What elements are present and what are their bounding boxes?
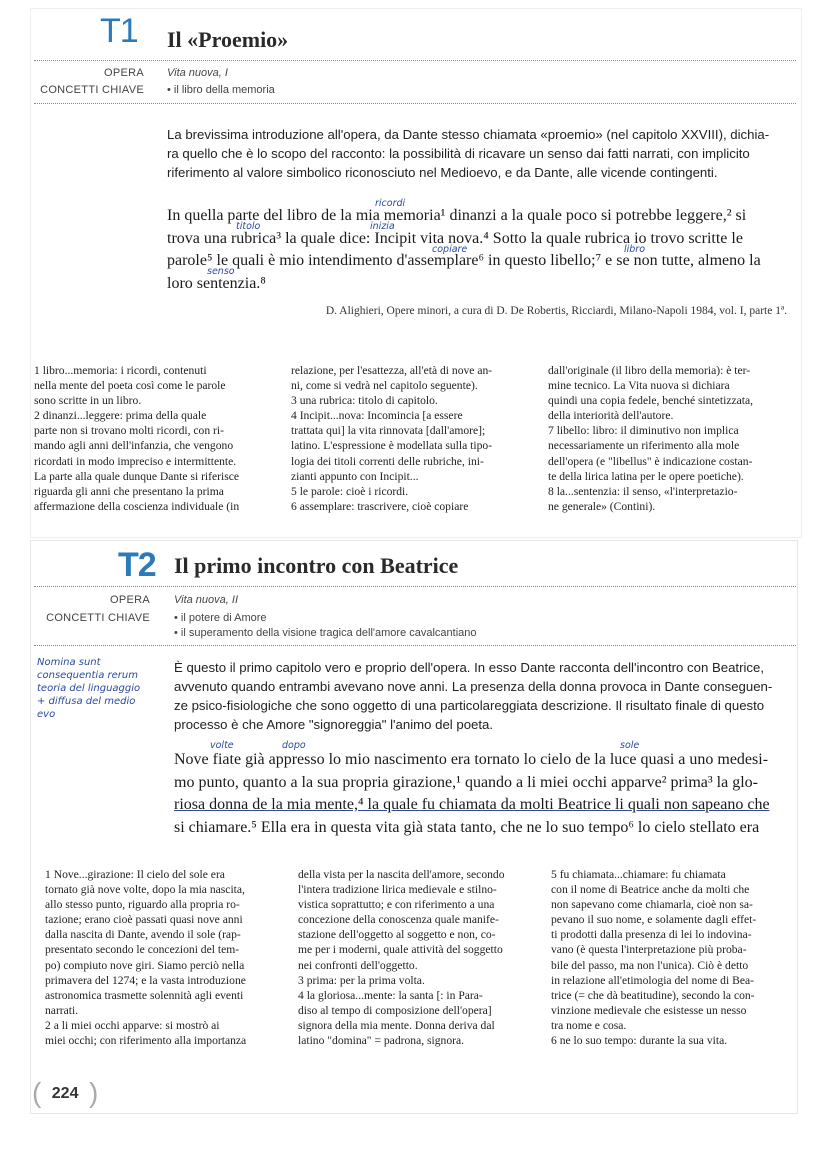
t1-notes-col3: dall'originale (il libro della memoria): è ter- mine tecnico. La Vita nuova si dichiara quindi una copia fedele, benché sintetizzata, della interiorità dell'autore. 7 libello: libro: il diminutivo non implica necessariamente un riferimento alla mole dell'opera (e "libellus" è indicazione costan- te della lirica latina per le opere poetiche). 8 la...sentenzia: il senso, «l'interpretazio- ne generale» (Contini). — [548, 364, 754, 513]
t2-notes-col2: della vista per la nascita dell'amore, secondo l'intera tradizione lirica medievale e stilno- vistica soprattutto; e con riferimento a una concezione della conoscenza quale manife- stazione dell'oggetto al soggetto e non, co- me per i moderni, quale attività del soggetto nei confronti dell'oggetto. 3 prima: per la prima volta. 4 la gloriosa...mente: la santa [: in Para- diso al tempo di composizione dell'opera] signora della mia mente. Donna deriva dal latino "domina" = padrona, signora. — [298, 868, 505, 1048]
handwriting-dopo: dopo — [282, 740, 306, 751]
paren-left-icon: ( — [32, 1077, 42, 1108]
paren-right-icon: ) — [88, 1077, 99, 1108]
t1-concetti-value: • il libro della memoria — [167, 84, 275, 96]
handwriting-volte: volte — [210, 740, 234, 751]
t1-concetti-label: CONCETTI CHIAVE — [40, 84, 144, 96]
t1-intro: La brevissima introduzione all'opera, da Dante stesso chiamata «proemio» (nel capitolo XXVIII), dichia- ra quello che è lo scopo del racconto: la possibilità di ricavare un senso dai fatti narrati, con implicito riferimento al valore simbolico riconosciuto nel Medioevo, e da Dante, alle vicende contingenti. — [167, 127, 770, 180]
t2-concetti-value-1: • il potere di Amore — [174, 612, 267, 624]
t1-notes-col1: 1 libro...memoria: i ricordi, contenuti nella mente del poeta così come le parole sono scritte in un libro. 2 dinanzi...leggere: prima della quale parte non si trovano molti ricordi, con ri- mando agli anni dell'infanzia, che vengono ricordati in modo impreciso e intermittente. La parte alla quale dunque Dante si riferisce riguarda gli anni che presentano la prima affermazione della coscienza individuale (in — [34, 364, 240, 513]
t2-notes-col3: 5 fu chiamata...chiamare: fu chiamata con il nome di Beatrice anche da molti che non sapevano come chiamarla, cioè non sa- pevano il suo nome, e solamente dagli effet- ti prodotti dalla presenza di lei lo indovina- vano (è questa l'interpretazione più proba- bile del passo, ma non l'unica). Ciò è detto in relazione all'etimologia del nome di Bea- trice (= che dà beatitudine), secondo la con- vinzione medievale che esistesse un nesso tra nome e cosa. 6 ne lo suo tempo: durante la sua vita. — [551, 868, 757, 1048]
t1-citation: D. Alighieri, Opere minori, a cura di D. De Robertis, Ricciardi, Milano-Napoli 1984, vol. I, parte 1ª. — [325, 305, 787, 317]
t2-margin-note: Nomina sunt consequentia rerum teoria del linguaggio + diffusa del medio evo — [37, 657, 141, 720]
t1-opera-label: OPERA — [103, 67, 144, 79]
handwriting-senso: senso — [207, 266, 235, 277]
t2-divider-bottom — [34, 645, 796, 646]
t2-title: Il primo incontro con Beatrice — [174, 553, 459, 578]
t2-divider-top — [34, 586, 796, 587]
page-number — [32, 1077, 98, 1109]
t1-divider-top — [34, 60, 796, 61]
handwriting-libro: libro — [624, 244, 646, 255]
t1-opera-value: Vita nuova, I — [167, 67, 228, 79]
handwriting-sole: sole — [620, 740, 640, 751]
t1-title: Il «Proemio» — [167, 27, 289, 52]
handwriting-titolo: titolo — [236, 221, 261, 232]
t2-main-text: Nove fiate già appresso lo mio nascimento era tornato lo cielo de la luce quasi a uno medesi- mo punto, quanto a la sua propria girazione,¹ quando a li miei occhi apparve² prima³ la glo- riosa donna de la mia mente,⁴ la quale fu chiamata da molti Beatrice li quali non sapeano che si chiamare.⁵ Ella era in questa vita già stata tanto, che ne lo suo tempo⁶ lo cielo stellato era — [174, 751, 770, 836]
page-number-text: 224 — [51, 1085, 79, 1102]
t1-notes-col2: relazione, per l'esattezza, all'età di nove an- ni, come si vedrà nel capitolo seguente). 3 una rubrica: titolo di capitolo. 4 Incipit...nova: Incomincia [a essere trattata qui] la vita rinnovata [dall'amore]; latino. L'espressione è modellata sulla tipo- logia dei titoli correnti delle rubriche, ini- zianti appunto con Incipit... 5 le parole: cioè i ricordi. 6 assemplare: trascrivere, cioè copiare — [291, 364, 493, 513]
t2-concetti-value-2: • il superamento della visione tragica dell'amore cavalcantiano — [174, 627, 477, 639]
t2-concetti-label: CONCETTI CHIAVE — [46, 612, 150, 624]
t1-main-text: In quella parte del libro de la mia memoria¹ dinanzi a la quale poco si potrebbe leggere,² si trova una rubrica³ la quale dice: Incipit vita nova.⁴ Sotto la quale rubrica io trovo scritte le parole⁵ le quali è mio intendimento d'assemplare⁶ in questo libello;⁷ e se non tutte, almeno la loro sentenzia.⁸ — [167, 207, 761, 292]
handwriting-ricordi: ricordi — [375, 198, 406, 209]
t2-opera-value: Vita nuova, II — [174, 594, 239, 606]
handwriting-inizia: inizia — [370, 221, 395, 232]
handwriting-copiare: copiare — [432, 244, 468, 255]
t2-intro: È questo il primo capitolo vero e proprio dell'opera. In esso Dante racconta dell'incontro con Beatrice, avvenuto quando entrambi avevano nove anni. La presenza della donna provoca in Dante conseguen- ze psico-fisiologiche che sono oggetto di una particolareggiata descrizione. Il risultato finale di questo processo è che Amore "signoreggia" l'animo del poeta. — [174, 660, 773, 732]
t2-notes-col1: 1 Nove...girazione: Il cielo del sole era tornato già nove volte, dopo la mia nascita, allo stesso punto, riguardo alla propria ro- tazione; erano cioè passati quasi nove anni dalla nascita di Dante, avendo il sole (rap- presentato secondo le concezioni del tem- po) compiuto nove giri. Siamo perciò nella primavera del 1274; e la vasta introduzione astronomica trasmette solennità agli eventi narrati. 2 a li miei occhi apparve: si mostrò ai miei occhi; con riferimento alla importanza — [45, 868, 247, 1048]
t2-number: T2 — [118, 546, 156, 584]
t2-opera-label: OPERA — [109, 594, 150, 606]
t1-number: T1 — [100, 12, 138, 50]
t1-divider-bottom — [34, 103, 796, 104]
